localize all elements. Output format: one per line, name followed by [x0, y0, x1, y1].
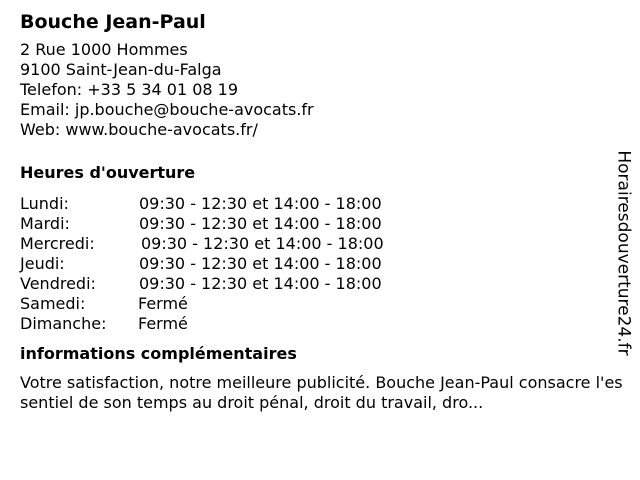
day-label: Vendredi: [20, 274, 96, 293]
day-label: Jeudi: [20, 254, 65, 273]
business-name: Bouche Jean-Paul [20, 11, 206, 33]
opening-hours-title: Heures d'ouverture [20, 163, 196, 182]
phone-number: Telefon: +33 5 34 01 08 19 [20, 80, 239, 99]
email-address: Email: jp.bouche@bouche-avocats.fr [20, 100, 314, 119]
hours-row-thursday [20, 254, 620, 274]
hours-value: 09:30 - 12:30 et 14:00 - 18:00 [139, 254, 382, 273]
hours-value: 09:30 - 12:30 et 14:00 - 18:00 [139, 274, 382, 293]
hours-row-sunday [20, 314, 620, 334]
hours-row-tuesday [20, 214, 620, 234]
hours-value: 09:30 - 12:30 et 14:00 - 18:00 [141, 234, 384, 253]
hours-value: Fermé [138, 314, 188, 333]
day-label: Mercredi: [20, 234, 95, 253]
website: Web: www.bouche-avocats.fr/ [20, 120, 258, 139]
day-label: Samedi: [20, 294, 86, 313]
hours-row-monday [20, 194, 620, 214]
hours-value: 09:30 - 12:30 et 14:00 - 18:00 [139, 214, 382, 233]
additional-info-text: Votre satisfaction, notre meilleure publicité. Bouche Jean-Paul consacre l'essentiel de son temps au droit pénal, droit du travail, dro... [20, 373, 623, 412]
additional-info-title: informations complémentaires [20, 344, 297, 363]
business-card [20, 9, 623, 413]
hours-row-saturday [20, 294, 620, 314]
hours-value: Fermé [138, 294, 188, 313]
day-label: Dimanche: [20, 314, 107, 333]
hours-value: 09:30 - 12:30 et 14:00 - 18:00 [139, 194, 382, 213]
address-city: 9100 Saint-Jean-du-Falga [20, 60, 222, 79]
hours-row-wednesday [20, 234, 620, 254]
opening-hours-table [20, 194, 620, 334]
address-street: 2 Rue 1000 Hommes [20, 40, 188, 59]
watermark-text: Horairesdouverture24.fr [614, 149, 634, 356]
day-label: Mardi: [20, 214, 70, 233]
hours-row-friday [20, 274, 620, 294]
day-label: Lundi: [20, 194, 69, 213]
watermark [612, 135, 636, 370]
